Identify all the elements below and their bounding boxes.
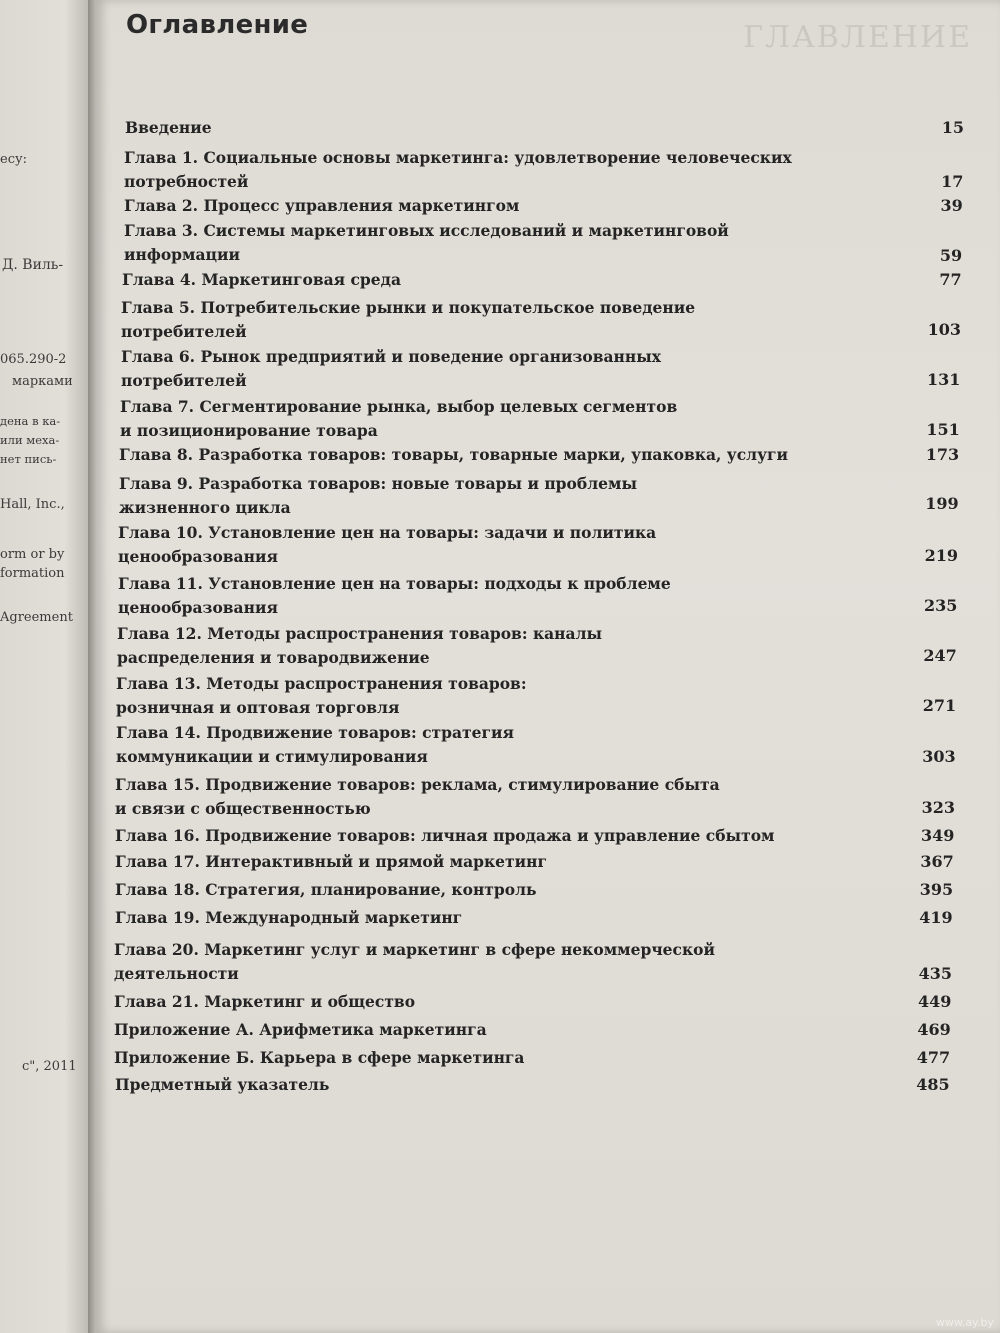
toc-entry-title: Глава 5. Потребительские рынки и покупательское поведение потребителей bbox=[121, 298, 696, 341]
show-through-text: ГЛАВЛЕНИЕ bbox=[743, 20, 972, 55]
toc-page-number: 173 bbox=[925, 445, 960, 464]
toc-page-number: 59 bbox=[939, 246, 963, 265]
toc-page-number: 271 bbox=[922, 696, 957, 715]
toc-entry bbox=[117, 622, 602, 670]
left-fragment: дена в ка- bbox=[0, 414, 61, 428]
toc-entry-title: Глава 16. Продвижение товаров: личная продажа и управление сбытом bbox=[115, 826, 775, 845]
toc-entry bbox=[124, 219, 729, 267]
toc-entry bbox=[115, 878, 537, 902]
toc-entry-title: Глава 2. Процесс управления маркетингом bbox=[124, 196, 520, 215]
toc-entry bbox=[116, 721, 514, 769]
watermark: www.ay.by bbox=[935, 1316, 994, 1329]
toc-page-number: 39 bbox=[940, 196, 963, 215]
toc-entry bbox=[115, 906, 462, 930]
toc-entry-title: Глава 19. Международный маркетинг bbox=[115, 908, 463, 927]
left-fragment: 065.290-2 bbox=[0, 352, 67, 367]
toc-entry bbox=[120, 395, 677, 443]
toc-entry bbox=[115, 1073, 329, 1097]
toc-entry bbox=[124, 146, 792, 194]
toc-entry-title: Глава 7. Сегментирование рынка, выбор целевых сегментов и позиционирование товара bbox=[120, 397, 678, 440]
toc-entry bbox=[119, 472, 637, 520]
left-fragment: orm or by bbox=[0, 547, 65, 562]
toc-entry bbox=[125, 116, 212, 140]
toc-page-number: 131 bbox=[926, 370, 961, 389]
toc-entry-title: Введение bbox=[125, 118, 212, 137]
toc-entry bbox=[114, 990, 415, 1014]
left-fragment: Hall, Inc., bbox=[0, 497, 65, 512]
toc-entry-title: Глава 10. Установление цен на товары: задачи и политика ценообразования bbox=[118, 523, 657, 566]
toc-page-number: 303 bbox=[922, 747, 956, 766]
toc-page-number: 15 bbox=[941, 118, 964, 137]
toc-entry-title: Глава 6. Рынок предприятий и поведение организованных потребителей bbox=[121, 347, 661, 390]
toc-page-number: 103 bbox=[927, 320, 961, 339]
toc-entry bbox=[116, 672, 527, 720]
toc-page-number: 367 bbox=[920, 852, 954, 871]
toc-page-number: 469 bbox=[917, 1020, 951, 1039]
toc-entry bbox=[115, 850, 547, 874]
toc-entry bbox=[119, 443, 788, 467]
left-fragment: нет пись- bbox=[0, 452, 57, 466]
toc-entry bbox=[124, 194, 519, 218]
toc-page-number: 395 bbox=[919, 880, 954, 899]
toc-entry bbox=[118, 521, 656, 569]
toc-page-number: 17 bbox=[941, 172, 964, 191]
left-fragment: марками bbox=[12, 374, 73, 389]
toc-entry-title: Глава 3. Системы маркетинговых исследований и маркетинговой информации bbox=[124, 221, 729, 264]
toc-entry-title: Глава 18. Стратегия, планирование, контроль bbox=[115, 880, 537, 899]
toc-entry bbox=[114, 938, 715, 986]
toc-entry-title: Глава 9. Разработка товаров: новые товары и проблемы жизненного цикла bbox=[119, 474, 637, 517]
toc-page-number: 435 bbox=[918, 964, 952, 983]
toc-entry bbox=[114, 1046, 524, 1070]
toc-entry bbox=[114, 1018, 487, 1042]
toc-entry-title: Глава 11. Установление цен на товары: подходы к проблеме ценообразования bbox=[118, 574, 671, 617]
toc-entry bbox=[121, 345, 661, 393]
toc-entry-title: Приложение А. Арифметика маркетинга bbox=[114, 1020, 487, 1039]
toc-entry-title: Глава 14. Продвижение товаров: стратегия коммуникации и стимулирования bbox=[116, 723, 514, 766]
toc-page-number: 485 bbox=[916, 1075, 950, 1094]
contents-page bbox=[96, 0, 1000, 1333]
toc-entry-title: Глава 12. Методы распространения товаров: каналы распределения и товародвижение bbox=[117, 624, 603, 667]
left-fragment: Д. Виль- bbox=[2, 257, 64, 273]
toc-entry-title: Глава 8. Разработка товаров: товары, товарные марки, упаковка, услуги bbox=[119, 445, 788, 464]
toc-entry bbox=[118, 572, 671, 620]
toc-page-number: 151 bbox=[926, 420, 960, 439]
toc-page-number: 349 bbox=[920, 826, 955, 845]
toc-page-number: 449 bbox=[917, 992, 952, 1011]
left-fragment: Agreement bbox=[0, 610, 73, 625]
page-title: Оглавление bbox=[126, 10, 309, 40]
toc-page-number: 419 bbox=[919, 908, 953, 927]
toc-entry-title: Глава 1. Социальные основы маркетинга: удовлетворение человеческих потребностей bbox=[124, 148, 792, 191]
toc-entry-title: Глава 17. Интерактивный и прямой маркетинг bbox=[115, 852, 547, 871]
left-fragment: formation bbox=[0, 566, 65, 581]
toc-page-number: 477 bbox=[916, 1048, 951, 1067]
toc-entry bbox=[115, 824, 775, 848]
toc-entry bbox=[121, 296, 695, 344]
toc-entry-title: Предметный указатель bbox=[115, 1075, 330, 1094]
toc-page-number: 219 bbox=[924, 546, 958, 565]
toc-entry-title: Глава 21. Маркетинг и общество bbox=[114, 992, 416, 1011]
toc-entry-title: Приложение Б. Карьера в сфере маркетинга bbox=[114, 1048, 525, 1067]
toc-page-number: 247 bbox=[923, 646, 957, 665]
toc-entry bbox=[115, 773, 720, 821]
toc-page-number: 235 bbox=[923, 596, 958, 615]
toc-page-number: 77 bbox=[939, 270, 962, 289]
toc-entry-title: Глава 4. Маркетинговая среда bbox=[122, 270, 402, 289]
toc-entry-title: Глава 15. Продвижение товаров: реклама, стимулирование сбыта и связи с общественностью bbox=[115, 775, 720, 818]
previous-page-edge bbox=[0, 0, 92, 1333]
toc-page-number: 199 bbox=[925, 494, 959, 513]
toc-entry-title: Глава 13. Методы распространения товаров: розничная и оптовая торговля bbox=[116, 674, 527, 717]
toc-entry-title: Глава 20. Маркетинг услуг и маркетинг в сфере некоммерческой деятельности bbox=[114, 940, 715, 983]
toc-page-number: 323 bbox=[921, 798, 955, 817]
toc-entry bbox=[122, 268, 401, 292]
table-of-contents bbox=[96, 0, 1000, 1333]
left-fragment: с", 2011 bbox=[22, 1059, 77, 1074]
left-fragment: есу: bbox=[0, 152, 28, 167]
left-fragment: или меха- bbox=[0, 433, 60, 447]
